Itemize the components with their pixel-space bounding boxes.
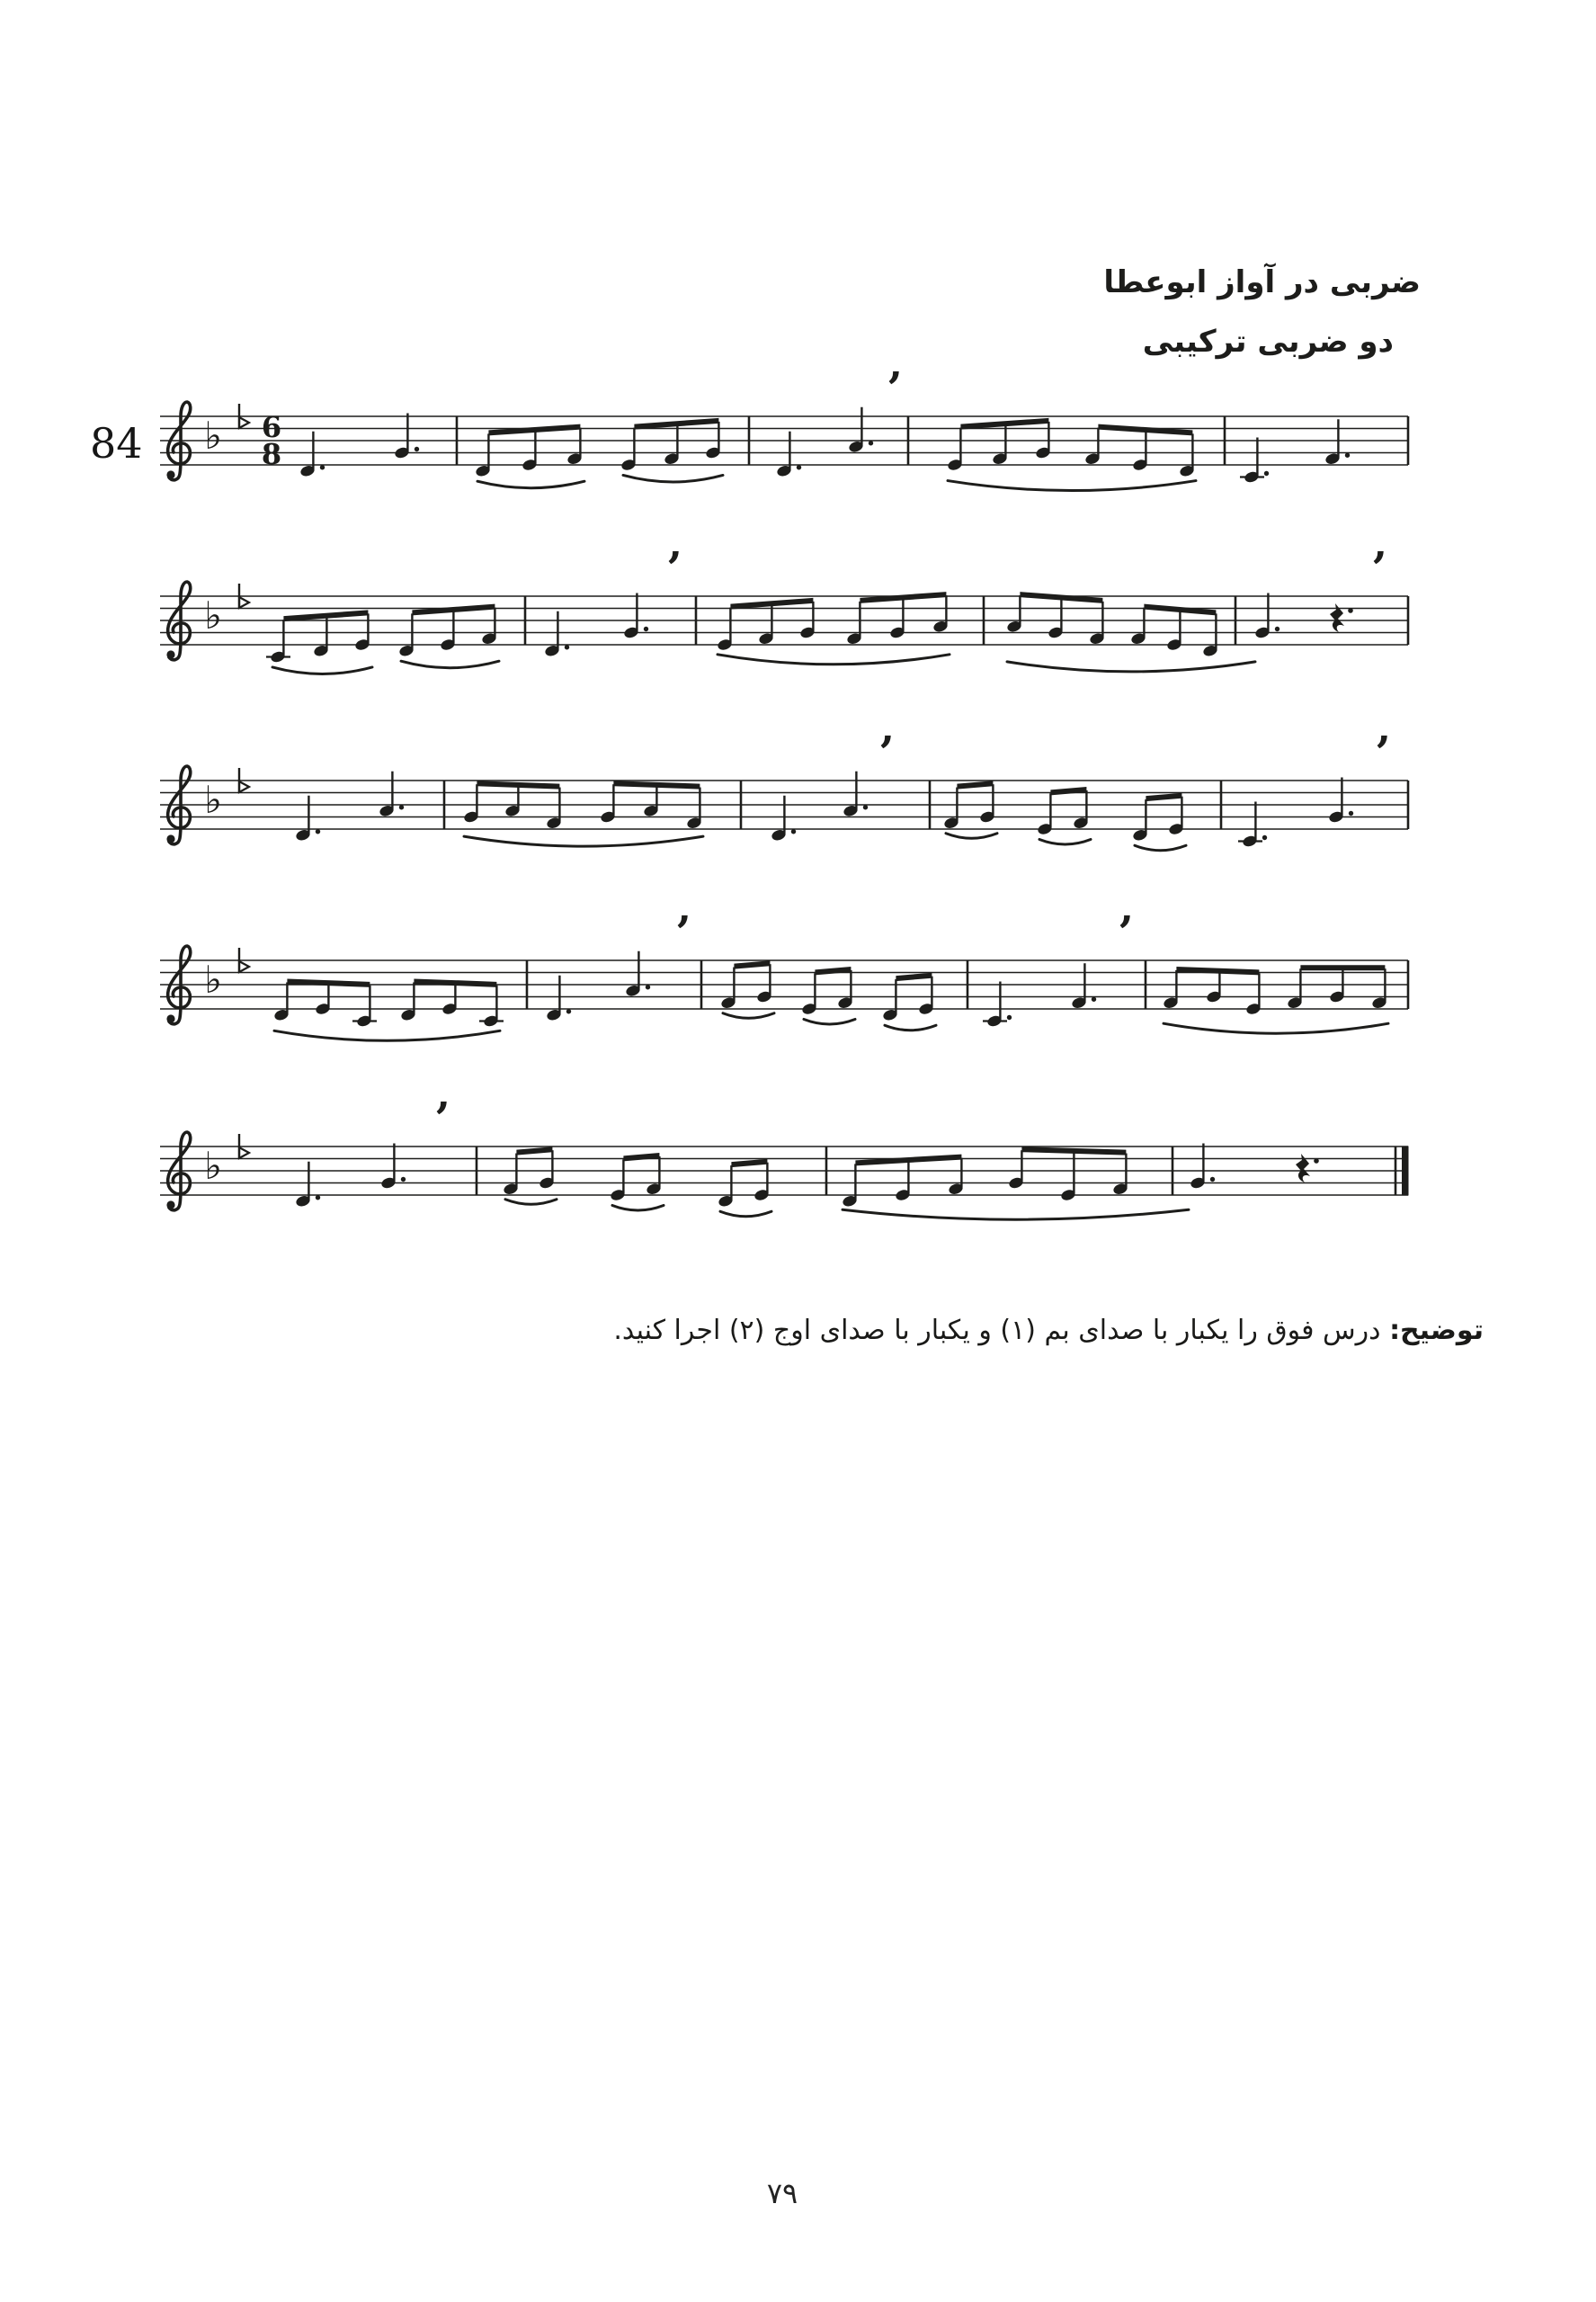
- time-signature-numerator: 6: [261, 410, 282, 444]
- augmentation-dot: [415, 447, 419, 451]
- beam: [623, 1153, 659, 1161]
- augmentation-dot: [1092, 997, 1096, 1002]
- beam: [815, 967, 851, 975]
- exercise-number: 84: [90, 419, 143, 468]
- beam: [734, 960, 770, 968]
- flat-sign: ♭: [204, 414, 222, 458]
- slur: [723, 1013, 774, 1019]
- augmentation-dot: [401, 1177, 406, 1182]
- augmentation-dot: [644, 627, 648, 631]
- beam: [1050, 787, 1086, 795]
- beam: [516, 1147, 552, 1155]
- koron-sign: [239, 597, 249, 608]
- slur: [272, 667, 372, 674]
- augmentation-dot: [1345, 453, 1350, 458]
- koron-sign: [239, 961, 249, 972]
- breath-mark: ’: [878, 726, 895, 779]
- augmentation-dot: [646, 985, 650, 989]
- clef-dot: [166, 470, 174, 478]
- phrase-slur: [718, 655, 950, 665]
- phrase-slur: [1164, 1023, 1388, 1033]
- slur: [885, 1025, 936, 1031]
- koron-sign: [239, 417, 249, 428]
- augmentation-dot: [399, 805, 404, 809]
- clef-dot: [166, 1200, 174, 1209]
- flat-sign: ♭: [204, 778, 222, 822]
- breath-mark: ’: [1371, 541, 1387, 594]
- beam: [1176, 967, 1259, 975]
- augmentation-dot: [1349, 811, 1353, 816]
- beam: [731, 1159, 767, 1167]
- augmentation-dot: [1275, 627, 1279, 631]
- breath-mark: ’: [675, 906, 691, 959]
- breath-mark: ’: [666, 541, 682, 594]
- koron-sign: [239, 781, 249, 792]
- beam: [896, 973, 932, 981]
- slur: [505, 1200, 557, 1205]
- explanation-text: [613, 1315, 1484, 1346]
- rest-dot: [1348, 608, 1353, 613]
- flat-sign: ♭: [204, 593, 222, 638]
- breath-mark: ’: [434, 1092, 450, 1145]
- clef-dot: [166, 650, 174, 658]
- slur: [720, 1211, 771, 1217]
- slur: [623, 475, 723, 482]
- piece-subtitle: دو ضربی ترکیبی: [1142, 324, 1394, 360]
- slur: [477, 481, 584, 488]
- slur: [1135, 845, 1186, 851]
- augmentation-dot: [1264, 471, 1269, 476]
- augmentation-dot: [316, 829, 320, 834]
- breath-mark: ’: [887, 361, 903, 415]
- slur: [401, 661, 499, 668]
- augmentation-dot: [797, 465, 801, 469]
- beam: [957, 781, 993, 789]
- phrase-slur: [1007, 662, 1255, 672]
- time-signature-denominator: 8: [261, 437, 282, 471]
- koron-sign: [239, 1147, 249, 1158]
- flat-sign: ♭: [204, 1144, 222, 1188]
- augmentation-dot: [565, 645, 569, 649]
- final-barline-thick: [1402, 1147, 1409, 1196]
- augmentation-dot: [1262, 835, 1267, 840]
- page-number: ٧٩: [766, 2176, 798, 2210]
- slur: [946, 834, 997, 839]
- clef-dot: [166, 834, 174, 843]
- phrase-slur: [274, 1031, 500, 1040]
- phrase-slur: [948, 481, 1196, 491]
- piece-title: ضربی در آواز ابوعطا: [1103, 264, 1421, 300]
- augmentation-dot: [566, 1009, 571, 1013]
- rest-dot: [1314, 1158, 1319, 1164]
- phrase-slur: [464, 836, 703, 846]
- augmentation-dot: [869, 441, 873, 445]
- augmentation-dot: [863, 805, 868, 809]
- phrase-slur: [843, 1209, 1189, 1219]
- explanation-body: درس فوق را یکبار با صدای بم (۱) و یکبار با صدای اوج (۲) اجرا کنید.: [613, 1315, 1390, 1346]
- augmentation-dot: [320, 465, 325, 469]
- beam: [1146, 793, 1181, 801]
- augmentation-dot: [1210, 1177, 1215, 1182]
- explanation-label: توضیح:: [1389, 1315, 1484, 1346]
- slur: [1039, 839, 1091, 844]
- augmentation-dot: [791, 829, 796, 834]
- augmentation-dot: [1007, 1015, 1012, 1020]
- slur: [612, 1205, 664, 1210]
- breath-mark: ’: [1375, 726, 1391, 779]
- breath-mark: ’: [1118, 906, 1134, 959]
- clef-dot: [166, 1014, 174, 1022]
- slur: [804, 1019, 855, 1024]
- augmentation-dot: [316, 1195, 320, 1200]
- flat-sign: ♭: [204, 958, 222, 1002]
